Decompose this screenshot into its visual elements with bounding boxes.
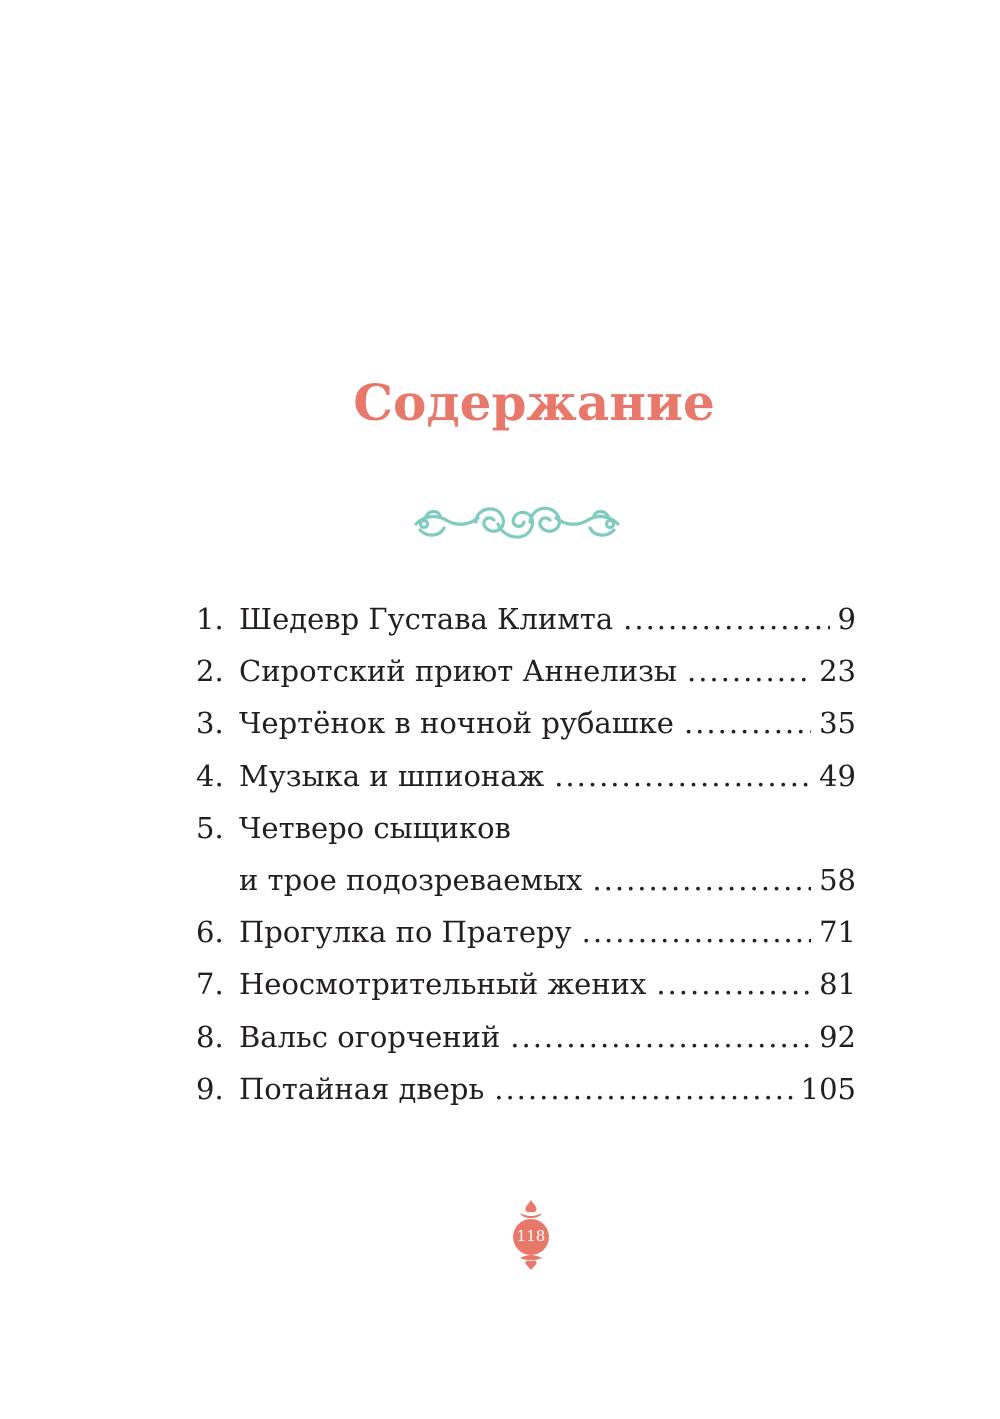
page-title: Содержание: [353, 373, 715, 432]
toc-entry-7[interactable]: [196, 958, 856, 1010]
toc-entry-number: 2.: [196, 654, 224, 689]
toc-entry-9[interactable]: [196, 1063, 856, 1115]
toc-entry-1[interactable]: [196, 593, 856, 645]
toc-leader-dots: [687, 645, 811, 697]
toc-entry-5-line-1[interactable]: [196, 802, 856, 854]
toc-leader-dots: [623, 593, 829, 645]
toc-entry-title: Музыка и шпионаж: [239, 758, 545, 793]
toc-leader-dots: [494, 1063, 792, 1115]
toc-entry-8[interactable]: [196, 1011, 856, 1063]
toc-entry-title: Неосмотрительный жених: [239, 967, 647, 1002]
toc-entry-page: 23: [819, 654, 856, 689]
toc-entry-number: 1.: [196, 602, 224, 636]
toc-entry-page: 35: [819, 706, 856, 741]
toc-leader-dots: [684, 697, 811, 749]
toc-entry-page: 49: [819, 758, 856, 793]
toc-entry-5-line-2[interactable]: [196, 854, 856, 906]
toc-entry-6[interactable]: [196, 906, 856, 958]
toc-entry-number: 4.: [196, 758, 224, 793]
toc-entry-number: 6.: [196, 915, 224, 950]
toc-entry-title: Вальс огорчений: [239, 1019, 501, 1054]
toc-entry-title: Шедевр Густава Климта: [239, 602, 614, 636]
toc-leader-dots: [656, 958, 811, 1010]
floral-swirl-divider-icon: [412, 494, 622, 552]
toc-entry-title: Чертёнок в ночной рубашке: [239, 706, 674, 741]
toc-leader-dots: [554, 750, 811, 802]
toc-entry-4[interactable]: [196, 750, 856, 802]
toc-leader-dots: [592, 854, 811, 906]
toc-entry-3[interactable]: [196, 697, 856, 749]
toc-leader-dots: [582, 906, 811, 958]
page-number: 118: [516, 1227, 546, 1245]
toc-entry-number: 7.: [196, 967, 224, 1002]
toc-entry-page: 58: [819, 862, 856, 897]
toc-entry-page: 81: [819, 967, 856, 1002]
toc-entry-2[interactable]: [196, 645, 856, 697]
toc-entry-page: 105: [800, 1071, 856, 1106]
toc-leader-dots: [510, 1011, 811, 1063]
toc-entry-number: 8.: [196, 1019, 224, 1054]
toc-entry-number: 9.: [196, 1071, 224, 1106]
toc-entry-number: 3.: [196, 706, 224, 741]
toc-entry-title: Четверо сыщиков: [239, 810, 511, 845]
toc-entry-page: 92: [819, 1019, 856, 1054]
toc-entry-page: 71: [819, 915, 856, 950]
toc-entry-page: 9: [837, 602, 856, 636]
toc-entry-title: Потайная дверь: [239, 1071, 485, 1106]
table-of-contents: [196, 593, 856, 1115]
toc-entry-title: Прогулка по Пратеру: [239, 915, 572, 950]
toc-entry-title-continued: и трое подозреваемых: [239, 862, 583, 897]
toc-entry-number: 5.: [196, 810, 224, 845]
toc-entry-title: Сиротский приют Аннелизы: [239, 654, 677, 689]
